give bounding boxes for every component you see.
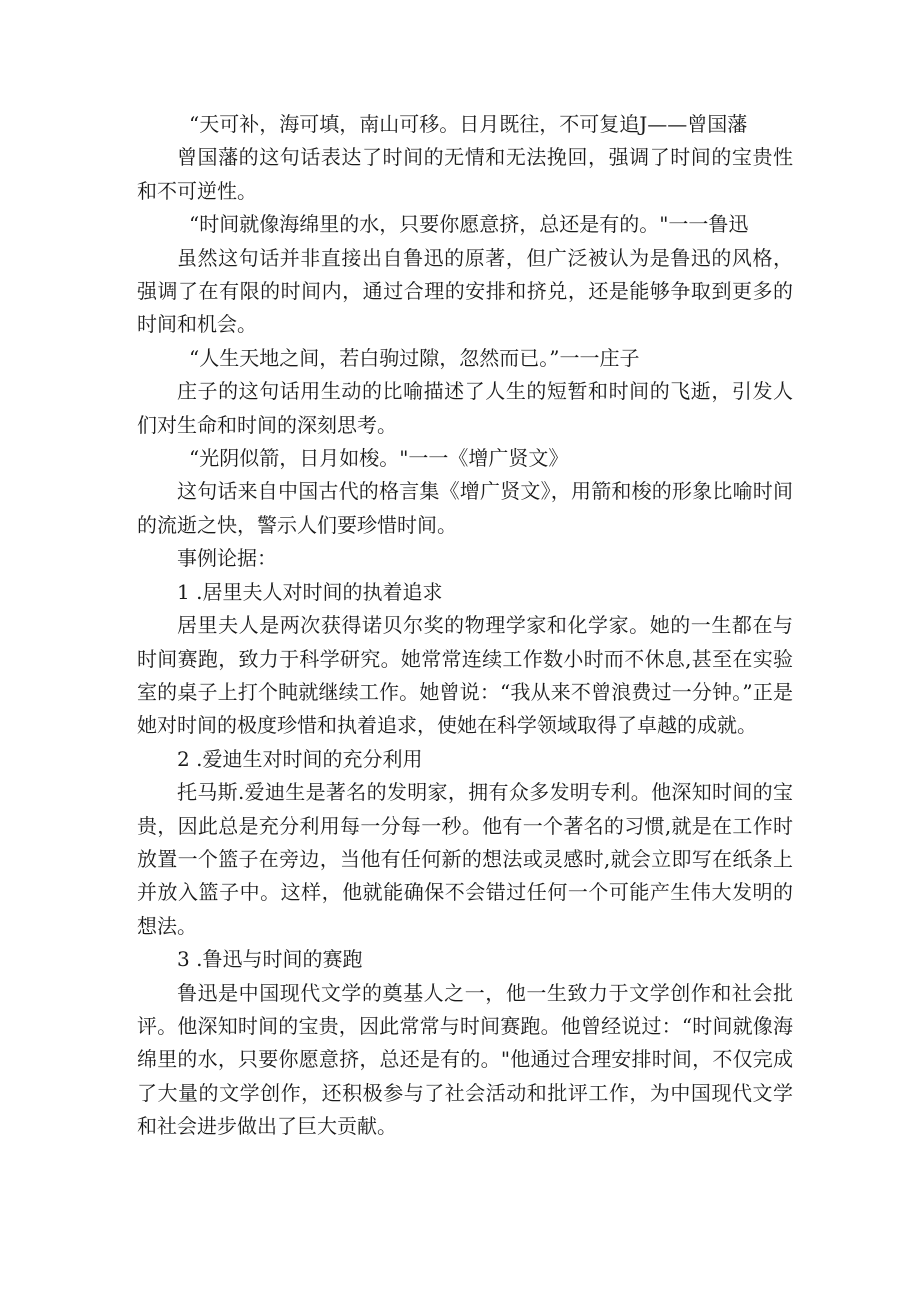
paragraph-zhuangzi-explanation: 庄子的这句话用生动的比喻描述了人生的短暂和时间的飞逝，引发人们对生命和时间的深刻思考。 [137, 379, 793, 437]
example-body-lu-xun: 鲁迅是中国现代文学的奠基人之一，他一生致力于文学创作和社会批评。他深知时间的宝贵，因此常常与时间赛跑。他曾经说过：“时间就像海绵里的水，只要你愿意挤，总还是有的。"他通过合理安排时间，不仅完成了大量的文学创作，还积极参与了社会活动和批评工作，为中国现代文学和社会进步做出了巨大贡献。 [137, 980, 793, 1139]
paragraph-zeng-guofan-explanation: 曾国藩的这句话表达了时间的无情和无法挽回，强调了时间的宝贵性和不可逆性。 [137, 145, 793, 203]
example-heading-curie: 1 .居里夫人对时间的执着追求 [177, 579, 443, 604]
quote-zengguang-xianwen: “光阴似箭，日月如梭。"一一《增广贤文》 [189, 446, 569, 471]
paragraph-zengguang-xianwen-explanation: 这句话来自中国古代的格言集《增广贤文》，用箭和梭的形象比喻时间的流逝之快，警示人们要珍惜时间。 [137, 479, 793, 537]
example-body-curie: 居里夫人是两次获得诺贝尔奖的物理学家和化学家。她的一生都在与时间赛跑，致力于科学研究。她常常连续工作数小时而不休息,甚至在实验室的桌子上打个盹就继续工作。她曾说：“我从来不曾浪费过一分钟。”正是她对时间的极度珍惜和执着追求，使她在科学领域取得了卓越的成就。 [137, 613, 793, 738]
example-heading-edison: 2 .爱迪生对时间的充分利用 [177, 746, 423, 771]
quote-lu-xun: “时间就像海绵里的水，只要你愿意挤，总还是有的。"一一鲁迅 [189, 212, 749, 237]
document-body [137, 108, 793, 1144]
paragraph-lu-xun-explanation: 虽然这句话并非直接出自鲁迅的原著，但广泛被认为是鲁迅的风格，强调了在有限的时间内，通过合理的安排和挤兑，还是能够争取到更多的时间和机会。 [137, 245, 793, 337]
example-body-edison: 托马斯.爱迪生是著名的发明家，拥有众多发明专利。他深知时间的宝贵，因此总是充分利用每一分每一秒。他有一个著名的习惯,就是在工作时放置一个篮子在旁边，当他有任何新的想法或灵感时,就会立即写在纸条上并放入篮子中。这样，他就能确保不会错过任何一个可能产生伟大发明的想法。 [137, 780, 793, 938]
example-heading-lu-xun: 3 .鲁迅与时间的赛跑 [177, 947, 363, 972]
quote-zeng-guofan: “天可补，海可填，南山可移。日月既往，不可复追J——曾国藩 [189, 112, 748, 136]
section-heading-examples: 事例论据： [177, 546, 277, 571]
quote-zhuangzi: “人生天地之间，若白驹过隙，忽然而已。”一一庄子 [189, 345, 640, 370]
